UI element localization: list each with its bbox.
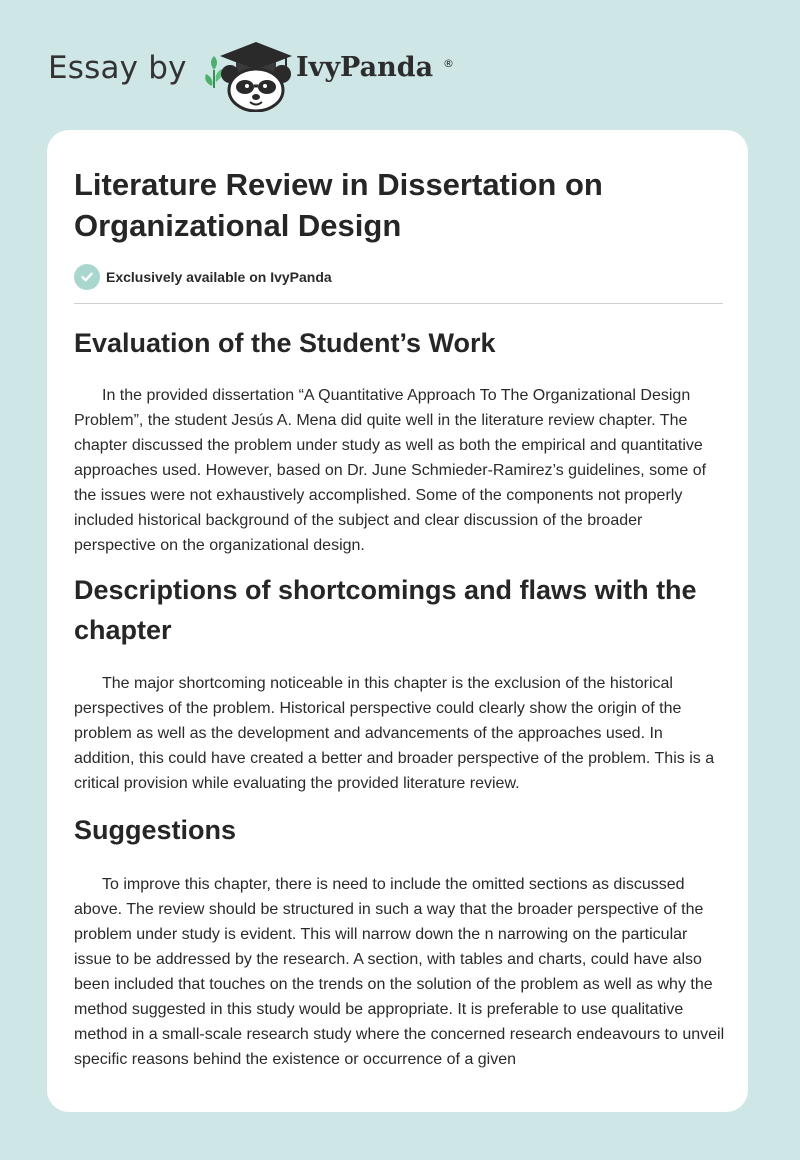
- divider: [74, 303, 723, 304]
- exclusive-badge: [74, 264, 332, 290]
- site-header: [0, 0, 800, 130]
- registered-mark: ®: [443, 57, 454, 70]
- check-icon: [74, 264, 100, 290]
- brand-prefix: Essay by: [48, 50, 187, 86]
- section-heading-shortcomings: Descriptions of shortcomings and flaws with the chapter: [74, 575, 697, 645]
- section-paragraph-evaluation: In the provided dissertation “A Quantitative Approach To The Organizational Design Problem”, the student Jesús A. Mena did quite well in the literature review chapter. The chapter discussed the problem under study as well as both the empirical and quantitative approaches used. However, based on Dr. June Schmieder-Ramirez’s guidelines, some of the issues were not exhaustively accomplished. Some of the components not properly included historical background of the subject and clear discussion of the broader perspective on the organizational design.: [74, 387, 707, 554]
- section-paragraph-shortcomings: The major shortcoming noticeable in this chapter is the exclusion of the historical perspectives of the problem. Historical perspective could clearly show the origin of the problem as well as the development and advancements of the approaches used. In addition, this could have created a better and broader perspective of the problem. This is a critical provision while evaluating the provided literature review.: [74, 675, 715, 792]
- article-body: [74, 316, 726, 1072]
- section-heading-evaluation: Evaluation of the Student’s Work: [74, 328, 496, 358]
- page-title: Literature Review in Dissertation on Organizational Design: [74, 167, 603, 243]
- exclusive-text: Exclusively available on IvyPanda: [106, 269, 332, 285]
- panda-graduate-icon[interactable]: [200, 36, 296, 112]
- section-paragraph-suggestions: To improve this chapter, there is need to include the omitted sections as discussed above. The review should be structured in such a way that the broader perspective of the problem under study is evident. This will narrow down the n narrowing on the particular issue to be addressed by the research. A section, with tables and charts, could have also been included that touches on the trends on the solution of the problem as well as why the method suggested in this study would be appropriate. It is preferable to use qualitative method in a small-scale research study where the concerned research endeavours to unveil specific reasons behind the existence or occurrence of a given: [74, 876, 725, 1068]
- brand-name[interactable]: IvyPanda: [296, 52, 434, 83]
- section-heading-suggestions: Suggestions: [74, 815, 237, 845]
- article-card: [47, 130, 748, 1112]
